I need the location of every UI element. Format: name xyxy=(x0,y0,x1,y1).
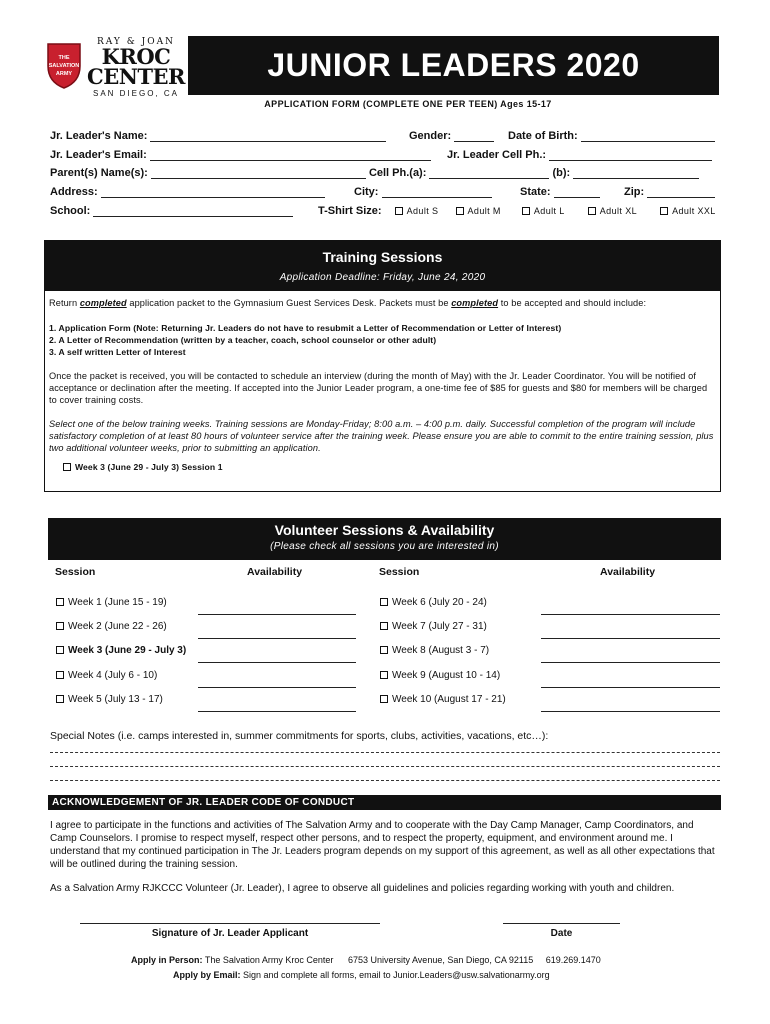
volunteer-week-2[interactable]: Week 2 (June 22 - 26) xyxy=(56,621,167,632)
address-label: Address: xyxy=(50,186,98,198)
volunteer-week-8[interactable]: Week 8 (August 3 - 7) xyxy=(380,645,489,656)
checkbox-icon[interactable] xyxy=(395,207,403,215)
volunteer-week-9[interactable]: Week 9 (August 10 - 14) xyxy=(380,670,500,681)
training-week-option[interactable]: Week 3 (June 29 - July 3) Session 1 xyxy=(63,461,223,473)
tshirt-option-m[interactable]: Adult M xyxy=(456,206,501,216)
kroc-center-logo xyxy=(86,38,186,98)
checkbox-icon[interactable] xyxy=(56,646,64,654)
availability-line[interactable] xyxy=(198,614,356,615)
training-weeks-paragraph: Select one of the below training weeks. Training sessions are Monday-Friday; 8:00 a.m. – 4:00 p.m. daily. Successful completion of the program will include satisfactory completion of at least 80 hours of volunteer service after the training week. Please ensure you are able to commit to the entire training session, plus two additional volunteer weeks, prior to submitting an application. xyxy=(49,419,714,453)
logo-location: SAN DIEGO, CA xyxy=(92,89,179,98)
logo-kroc: KROC xyxy=(101,44,171,69)
zip-input[interactable] xyxy=(647,187,715,198)
special-notes-label: Special Notes (i.e. camps interested in, summer commitments for sports, clubs, activities, vacations, etc…): xyxy=(50,730,549,742)
tshirt-option-xxl[interactable]: Adult XXL xyxy=(660,206,716,216)
training-intro: Return completed application packet to the Gymnasium Guest Services Desk. Packets must be completed to be accepted and should include: xyxy=(49,298,647,308)
dob-label: Date of Birth: xyxy=(508,130,578,142)
zip-label: Zip: xyxy=(624,186,645,198)
checkbox-icon[interactable] xyxy=(522,207,530,215)
checkbox-icon[interactable] xyxy=(380,695,388,703)
email-input[interactable] xyxy=(150,150,431,161)
training-header xyxy=(45,241,720,291)
application-deadline: Application Deadline: Friday, June 24, 2020 xyxy=(279,272,486,283)
acknowledgement-paragraph: I agree to participate in the functions and activities of The Salvation Army and to cooperate with the Day Camp Manager, Camp Coordinators, and Camp Counselors. I promise to respect myself, respect other persons, and to respect the property, equipment, and environment around me. I understand that my continued participation in The Jr. Leaders program depends on my support of this agreement, as well as all other expectations that will be outlined during the training session. xyxy=(50,820,715,870)
availability-line[interactable] xyxy=(198,711,356,712)
volunteer-week-6[interactable]: Week 6 (July 20 - 24) xyxy=(380,597,487,608)
field-row-zip xyxy=(624,186,715,200)
checkbox-icon[interactable] xyxy=(56,622,64,630)
volunteer-week-3[interactable]: Week 3 (June 29 - July 3) xyxy=(56,645,186,656)
checkbox-icon[interactable] xyxy=(588,207,596,215)
parent-cell-b-label: (b): xyxy=(552,167,571,179)
availability-line[interactable] xyxy=(198,687,356,688)
interview-paragraph: Once the packet is received, you will be contacted to schedule an interview (during the month of May) with the Jr. Leader Coordinator. You will be notified of acceptance or declination after the meeting. If accepted into the Junior Leader program, a one-time fee of $85 for guests and $80 for members will be charged to cover training costs. xyxy=(49,371,708,405)
availability-line[interactable] xyxy=(541,614,720,615)
tshirt-option-s[interactable]: Adult S xyxy=(395,206,439,216)
shield-line-2: SALVATION xyxy=(48,63,80,69)
field-row-address xyxy=(50,186,325,200)
availability-line[interactable] xyxy=(541,662,720,663)
acknowledgement-paragraph-2: As a Salvation Army RJKCCC Volunteer (Jr. Leader), I agree to observe all guidelines and policies regarding working with youth and children. xyxy=(50,883,675,894)
volunteer-week-4[interactable]: Week 4 (July 6 - 10) xyxy=(56,670,157,681)
col-availability-left: Availability xyxy=(247,566,303,578)
col-session-right: Session xyxy=(379,566,420,578)
requirement-item: 2. A Letter of Recommendation (written by a teacher, coach, school counselor or other adult) xyxy=(49,335,437,345)
tshirt-label: T-Shirt Size: xyxy=(318,205,382,217)
email-label: Jr. Leader's Email: xyxy=(50,149,147,161)
volunteer-heading: Volunteer Sessions & Availability xyxy=(274,522,495,538)
field-row-city xyxy=(354,186,492,200)
field-row-cell xyxy=(447,149,712,163)
school-label: School: xyxy=(50,205,91,217)
checkbox-icon[interactable] xyxy=(380,598,388,606)
parents-input[interactable] xyxy=(151,168,366,179)
parent-cell-label: Cell Ph.(a): xyxy=(368,167,427,179)
checkbox-icon[interactable] xyxy=(56,671,64,679)
field-row-school xyxy=(50,205,293,219)
apply-by-email: Apply by Email: Sign and complete all forms, email to Junior.Leaders@usw.salvationarmy.org xyxy=(173,970,550,980)
date-label: Date xyxy=(550,928,573,939)
notes-line[interactable] xyxy=(50,766,720,767)
col-session-left: Session xyxy=(55,566,96,578)
parent-cell-a-input[interactable] xyxy=(429,168,549,179)
volunteer-subheading: (Please check all sessions you are interested in) xyxy=(270,541,499,552)
checkbox-icon[interactable] xyxy=(56,695,64,703)
apply-in-person: Apply in Person: The Salvation Army Kroc Center 6753 University Avenue, San Diego, CA 92115 619.269.1470 xyxy=(131,955,601,965)
school-input[interactable] xyxy=(93,206,293,217)
training-heading: Training Sessions xyxy=(322,249,443,265)
name-input[interactable] xyxy=(150,131,386,142)
availability-line[interactable] xyxy=(541,638,720,639)
cell-input[interactable] xyxy=(549,150,712,161)
volunteer-week-7[interactable]: Week 7 (July 27 - 31) xyxy=(380,621,487,632)
volunteer-week-1[interactable]: Week 1 (June 15 - 19) xyxy=(56,597,167,608)
dob-input[interactable] xyxy=(581,131,715,142)
availability-line[interactable] xyxy=(198,662,356,663)
notes-line[interactable] xyxy=(50,780,720,781)
field-row-parents xyxy=(50,167,699,181)
applicant-signature-label: Signature of Jr. Leader Applicant xyxy=(151,928,309,939)
form-subtitle: APPLICATION FORM (COMPLETE ONE PER TEEN) Ages 15-17 xyxy=(264,99,552,109)
acknowledgement-heading: ACKNOWLEDGEMENT OF JR. LEADER CODE OF CONDUCT xyxy=(48,795,721,810)
volunteer-week-5[interactable]: Week 5 (July 13 - 17) xyxy=(56,694,163,705)
cell-label: Jr. Leader Cell Ph.: xyxy=(447,149,547,161)
field-row-name xyxy=(50,130,386,144)
requirement-item: 3. A self written Letter of Interest xyxy=(49,347,186,357)
availability-line[interactable] xyxy=(541,711,720,712)
applicant-signature-line[interactable] xyxy=(80,923,380,924)
checkbox-icon[interactable] xyxy=(380,622,388,630)
state-input[interactable] xyxy=(554,187,600,198)
city-label: City: xyxy=(354,186,379,198)
shield-line-1: THE xyxy=(58,55,70,61)
notes-line[interactable] xyxy=(50,752,720,753)
parents-label: Parent(s) Name(s): xyxy=(50,167,148,179)
field-row-tshirt xyxy=(318,205,716,219)
tshirt-option-xl[interactable]: Adult XL xyxy=(588,206,637,216)
checkbox-icon[interactable] xyxy=(63,463,71,471)
requirements-list xyxy=(49,322,717,358)
volunteer-header xyxy=(48,518,721,560)
parent-cell-b-input[interactable] xyxy=(573,168,699,179)
requirement-item: 1. Application Form (Note: Returning Jr. Leaders do not have to resubmit a Letter of Recommendation or Letter of Interest) xyxy=(49,323,562,333)
checkbox-icon[interactable] xyxy=(56,598,64,606)
availability-line[interactable] xyxy=(541,687,720,688)
availability-line[interactable] xyxy=(198,638,356,639)
name-label: Jr. Leader's Name: xyxy=(50,130,148,142)
checkbox-icon[interactable] xyxy=(380,671,388,679)
field-row-email xyxy=(50,149,431,163)
checkbox-icon[interactable] xyxy=(660,207,668,215)
training-sessions-box xyxy=(44,240,721,492)
date-signature-line[interactable] xyxy=(503,923,620,924)
checkbox-icon[interactable] xyxy=(456,207,464,215)
logo-center: CENTER xyxy=(86,64,185,89)
state-label: State: xyxy=(520,186,551,198)
shield-line-3: ARMY xyxy=(55,71,73,77)
tshirt-option-l[interactable]: Adult L xyxy=(522,206,565,216)
logo-top-text: RAY & JOAN xyxy=(97,37,175,47)
page-title: JUNIOR LEADERS 2020 xyxy=(188,36,719,95)
gender-input[interactable] xyxy=(454,131,494,142)
col-availability-right: Availability xyxy=(600,566,656,578)
city-input[interactable] xyxy=(382,187,492,198)
salvation-army-shield-logo xyxy=(44,42,84,90)
address-input[interactable] xyxy=(101,187,325,198)
field-row-gender xyxy=(409,130,494,144)
field-row-state xyxy=(520,186,600,200)
gender-label: Gender: xyxy=(409,130,452,142)
volunteer-week-10[interactable]: Week 10 (August 17 - 21) xyxy=(380,694,506,705)
checkbox-icon[interactable] xyxy=(380,646,388,654)
field-row-dob xyxy=(508,130,715,144)
